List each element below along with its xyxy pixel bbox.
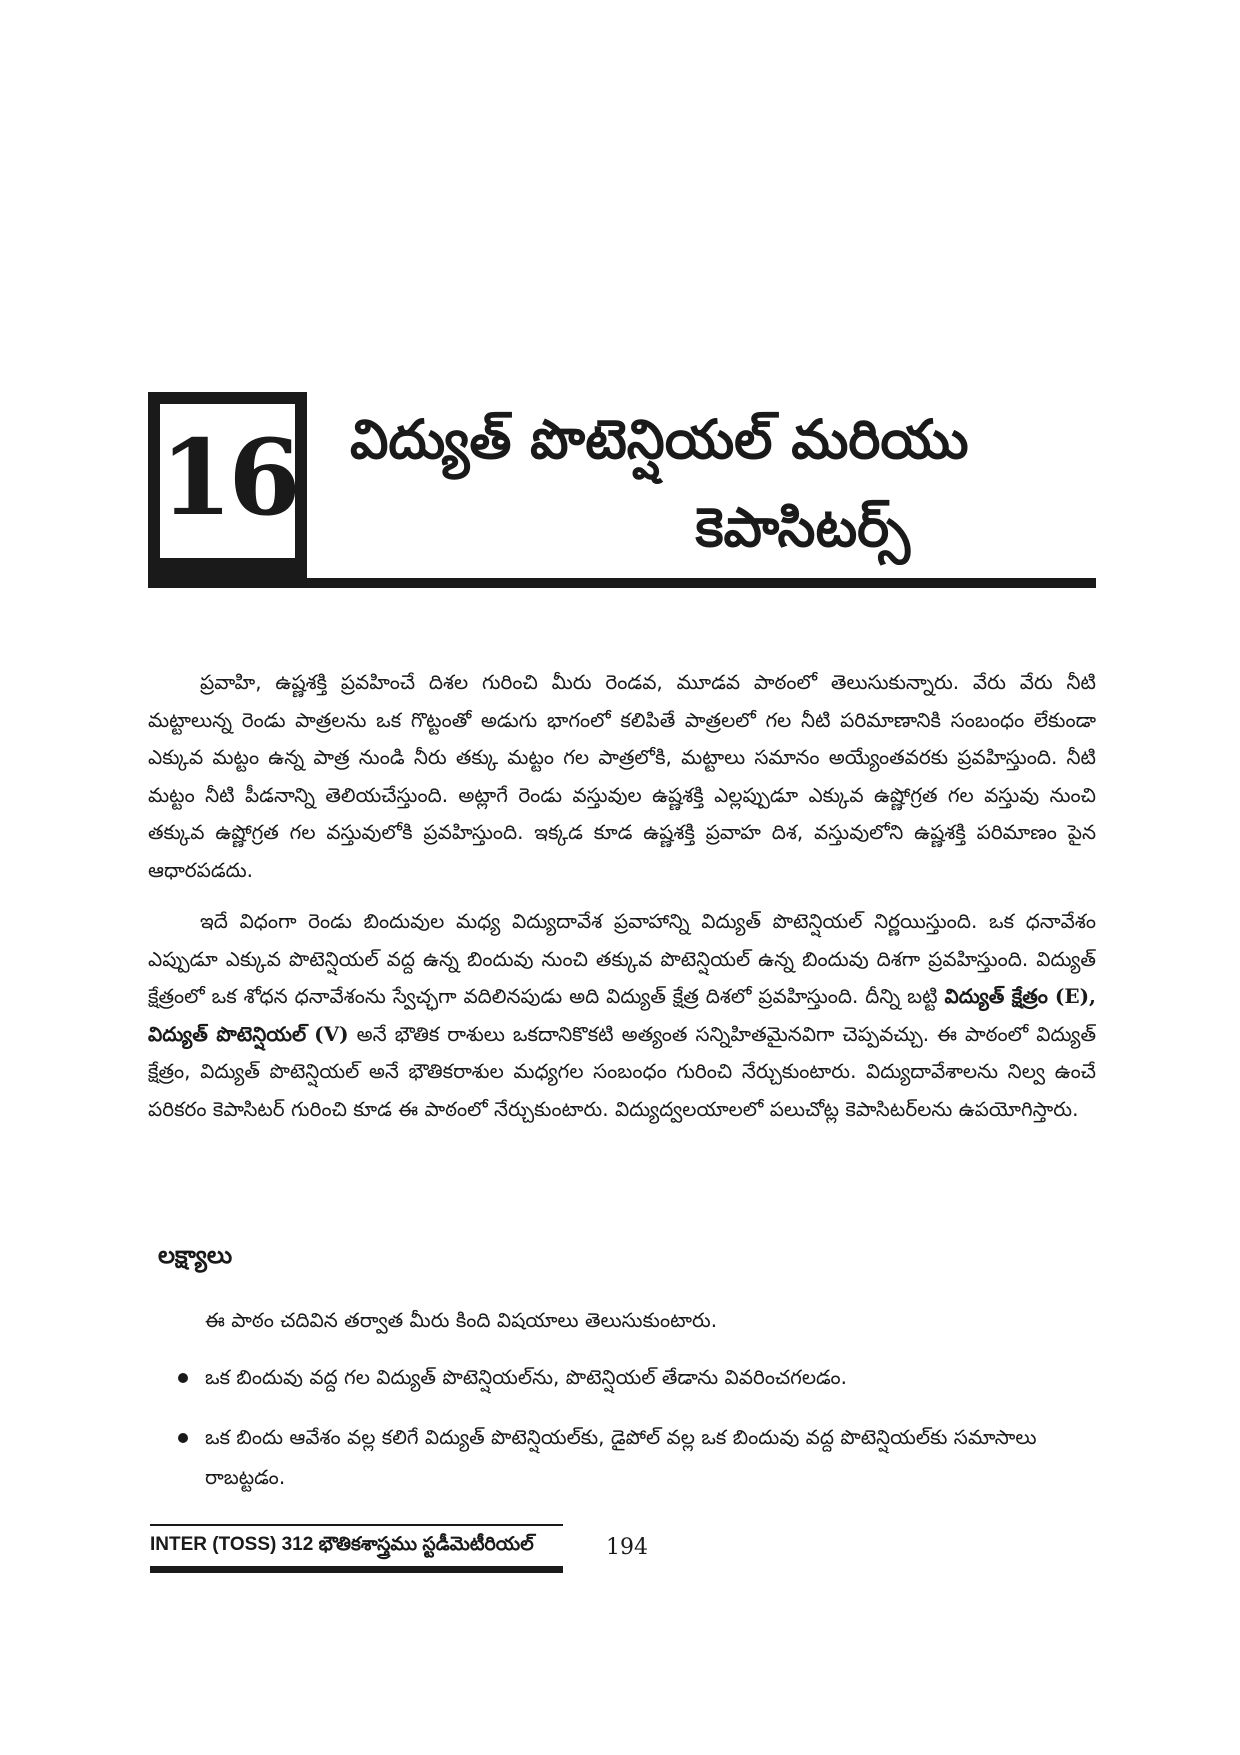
body-text (148, 664, 1096, 1142)
term-electric-field: విద్యుత్ క్షేత్రం (944, 984, 1048, 1008)
list-item (178, 1417, 1096, 1497)
paragraph-1: ప్రవాహి, ఉష్ణశక్తి ప్రవహించే దిశల గురించి మీరు రెండవ, మూడవ పాఠంలో తెలుసుకున్నారు. వేరు వేరు నీటి మట్టాలున్న రెండు పాత్రలను ఒక గొట్టంతో అడుగు భాగంలో కలిపితే పాత్రలలో గల నీటి పరిమాణానికి సంబంధం లేకుండా ఎక్కువ మట్టం ఉన్న పాత్ర నుండి నీరు తక్కు మట్టం గల పాత్రలోకి, మట్టాలు సమానం అయ్యేంతవరకు ప్రవహిస్తుంది. నీటి మట్టం నీటి పీడనాన్ని తెలియచేస్తుంది. అట్లాగే రెండు వస్తువుల ఉష్ణశక్తి ఎల్లప్పుడూ ఎక్కువ ఉష్ణోగ్రత గల వస్తువు నుంచి తక్కువ ఉష్ణోగ్రత గల వస్తువులోకి ప్రవహిస్తుంది. ఇక్కడ కూడ ఉష్ణశక్తి ప్రవాహ దిశ, వస్తువులోని ఉష్ణశక్తి పరిమాణం పైన ఆధారపడదు. (148, 670, 1096, 882)
list-item (178, 1357, 1096, 1397)
chapter-title-line2: కెపాసిటర్స్ (695, 496, 910, 559)
objectives-heading: లక్ష్యాలు (158, 1241, 233, 1269)
bullet-icon (178, 1433, 188, 1443)
page-number: 194 (606, 1535, 648, 1560)
objectives-list (178, 1357, 1096, 1517)
objectives-intro: ఈ పాఠం చదివిన తర్వాత మీరు కింది విషయాలు తెలుసుకుంటారు. (205, 1308, 718, 1332)
list-item-text: ఒక బిందువు వద్ద గల విద్యుత్ పొటెన్షియల్‌ను, పొటెన్షియల్ తేడాను వివరించగలడం. (205, 1365, 847, 1389)
paragraph-2-part2: అనే భౌతిక రాశులు ఒకదానికొకటి అత్యంత సన్నిహితమైనవిగా చెప్పవచ్చు. ఈ పాఠంలో విద్యుత్ క్షేత్రం, విద్యుత్ పొటెన్షియల్ అనే భౌతికరాశుల మధ్యగల సంబంధం గురించి నేర్చుకుంటారు. విద్యుదావేశాలను నిల్వ ఉంచే పరికరం కెపాసిటర్ గురించి కూడ ఈ పాఠంలో నేర్చుకుంటారు. విద్యుద్వలయాలలో పలుచోట్ల కెపాసిటర్‌లను ఉపయోగిస్తారు. (148, 1021, 1097, 1121)
chapter-title-line1: విద్యుత్ పొటెన్షియల్ మరియు (350, 408, 969, 471)
footer-book-title: INTER (TOSS) 312 భౌతికశాస్త్రము స్టడీమెటీరియల్ (150, 1534, 534, 1555)
chapter-number: 16 (160, 416, 297, 539)
paragraph-2-part1: ఇదే విధంగా రెండు బిందువుల మధ్య విద్యుదావేశ ప్రవాహాన్ని విద్యుత్ పొటెన్షియల్ నిర్ణయిస్తుంది. ఒక ధనావేశం ఎప్పుడూ ఎక్కువ పొటెన్షియల్ వద్ద ఉన్న బిందువు నుంచి తక్కువ పొటెన్షియల్ ఉన్న బిందువు దిశగా ప్రవహిస్తుంది. విద్యుత్ క్షేత్రంలో ఒక శోధన ధనావేశంను స్వేచ్ఛగా వదిలినపుడు అది విద్యుత్ క్షేత్ర దిశలో ప్రవహిస్తుంది. దీన్ని బట్టి (148, 909, 1096, 1008)
symbol-v: (V) (314, 1021, 349, 1046)
chapter-number-box-inner (160, 404, 295, 558)
list-item-text: ఒక బిందు ఆవేశం వల్ల కలిగే విద్యుత్ పొటెన్షియల్‌కు, డైపోల్ వల్ల ఒక బిందువు వద్ద పొటెన్షియల్‌కు సమాసాలు రాబట్టడం. (205, 1425, 1037, 1489)
symbol-e: (E), (1054, 984, 1097, 1008)
chapter-number-box (148, 392, 307, 582)
title-underline-rule (148, 578, 1096, 588)
footer-top-rule (150, 1524, 563, 1526)
footer-bottom-rule (150, 1566, 563, 1573)
paragraph-2 (148, 903, 1096, 1128)
term-electric-potential: విద్యుత్ పొటెన్షియల్ (148, 1021, 307, 1046)
bullet-icon (178, 1373, 188, 1383)
